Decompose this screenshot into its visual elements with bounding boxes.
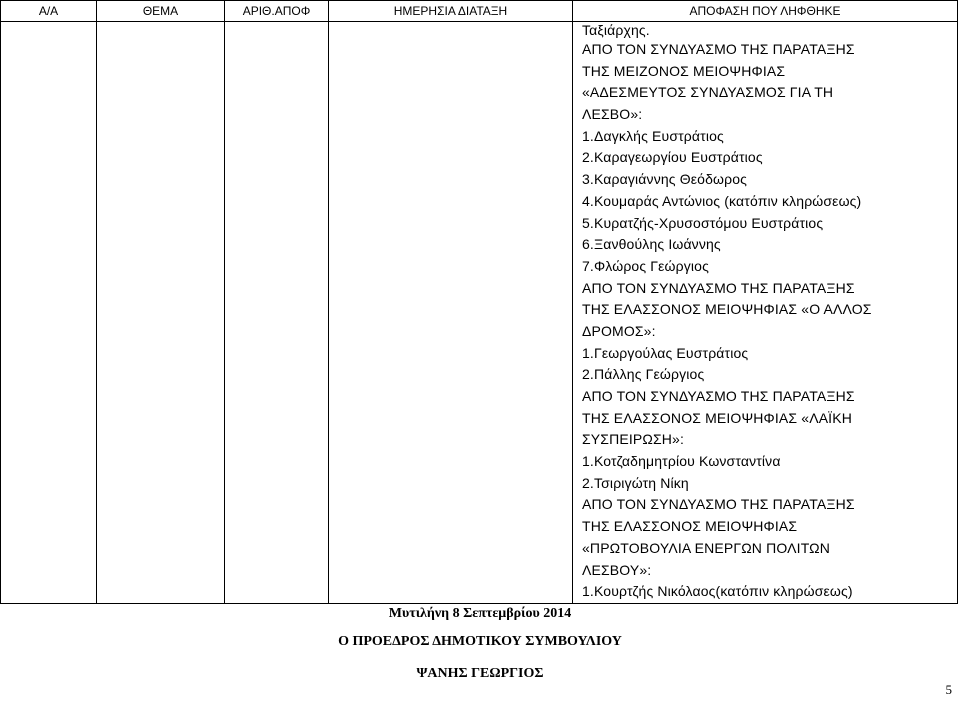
column-divider [224,21,225,603]
text-line: Ταξιάρχης. [582,22,650,38]
column-divider [328,21,329,603]
text-line: ΔΡΟΜΟΣ»: [582,322,656,339]
page-number: 5 [945,682,952,697]
header-apofasi: ΑΠΟΦΑΣΗ ΠΟΥ ΛΗΦΘΗΚΕ [689,4,841,18]
text-line: 4.Κουμαράς Αντώνιος (κατόπιν κληρώσεως) [582,192,862,209]
header-arith-apof: ΑΡΙΘ.ΑΠΟΦ [225,1,329,21]
text-line: 1.Δαγκλής Ευστράτιος [582,127,724,144]
text-line: ΛΕΣΒΟ»: [582,106,643,123]
text-line: 3.Καραγιάννης Θεόδωρος [582,171,748,188]
footer-role: Ο ΠΡΟΕΔΡΟΣ ΔΗΜΟΤΙΚΟΥ ΣΥΜΒΟΥΛΙΟΥ [338,634,622,649]
text-line: ΑΠΟ ΤΟΝ ΣΥΝΔΥΑΣΜΟ ΤΗΣ ΠΑΡΑΤΑΞΗΣ [582,279,855,296]
column-divider [96,21,97,603]
text-line: 1.Γεωργούλας Ευστράτιος [582,344,749,361]
text-line: 7.Φλώρος Γεώργιος [582,257,709,274]
text-line: 1.Κουρτζής Νικόλαος(κατόπιν κληρώσεως) [582,583,853,600]
decision-cell-text [582,21,952,603]
text-line: 5.Κυρατζής-Χρυσοστόμου Ευστράτιος [582,214,824,231]
table-header [0,0,958,22]
text-line: ΑΠΟ ΤΟΝ ΣΥΝΔΥΑΣΜΟ ΤΗΣ ΠΑΡΑΤΑΞΗΣ [582,388,855,404]
footer-date: Μυτιλήνη 8 Σεπτεμβρίου 2014 [388,606,572,621]
text-line: ΤΗΣ ΕΛΑΣΣΟΝΟΣ ΜΕΙΟΨΗΦΙΑΣ «Ο ΑΛΛΟΣ [582,301,872,318]
text-line: 2.Τσιριγώτη Νίκη [582,474,689,491]
header-aa: Α/Α [1,1,97,21]
text-line: ΤΗΣ ΕΛΑΣΣΟΝΟΣ ΜΕΙΟΨΗΦΙΑΣ [582,518,798,535]
text-line: ΤΗΣ ΜΕΙΖΟΝΟΣ ΜΕΙΟΨΗΦΙΑΣ [582,62,786,79]
header-thema: ΘΕΜΑ [97,1,225,21]
text-line: «ΑΔΕΣΜΕΥΤΟΣ ΣΥΝΔΥΑΣΜΟΣ ΓΙΑ ΤΗ [582,84,834,101]
text-line: ΑΠΟ ΤΟΝ ΣΥΝΔΥΑΣΜΟ ΤΗΣ ΠΑΡΑΤΑΞΗΣ [582,496,855,513]
text-line: «ΠΡΩΤΟΒΟΥΛΙΑ ΕΝΕΡΓΩΝ ΠΟΛΙΤΩΝ [582,539,831,556]
text-line: ΑΠΟ ΤΟΝ ΣΥΝΔΥΑΣΜΟ ΤΗΣ ΠΑΡΑΤΑΞΗΣ [582,41,855,57]
text-line: 2.Πάλλης Γεώργιος [582,366,705,383]
footer-signatory: ΨΑΝΗΣ ΓΕΩΡΓΙΟΣ [416,666,544,681]
column-divider [572,21,573,603]
text-line: ΛΕΣΒΟΥ»: [582,561,652,578]
table-body [0,21,958,604]
header-imerisia-diataxi: ΗΜΕΡΗΣΙΑ ΔΙΑΤΑΞΗ [329,1,573,21]
text-line: ΤΗΣ ΕΛΑΣΣΟΝΟΣ ΜΕΙΟΨΗΦΙΑΣ «ΛΑΪΚΗ [582,409,852,426]
text-line: ΣΥΣΠΕΙΡΩΣΗ»: [582,431,685,448]
text-line: 2.Καραγεωργίου Ευστράτιος [582,149,763,166]
text-line: 6.Ξανθούλης Ιωάννης [582,236,721,253]
text-line: 1.Κοτζαδημητρίου Κωνσταντίνα [582,453,781,470]
